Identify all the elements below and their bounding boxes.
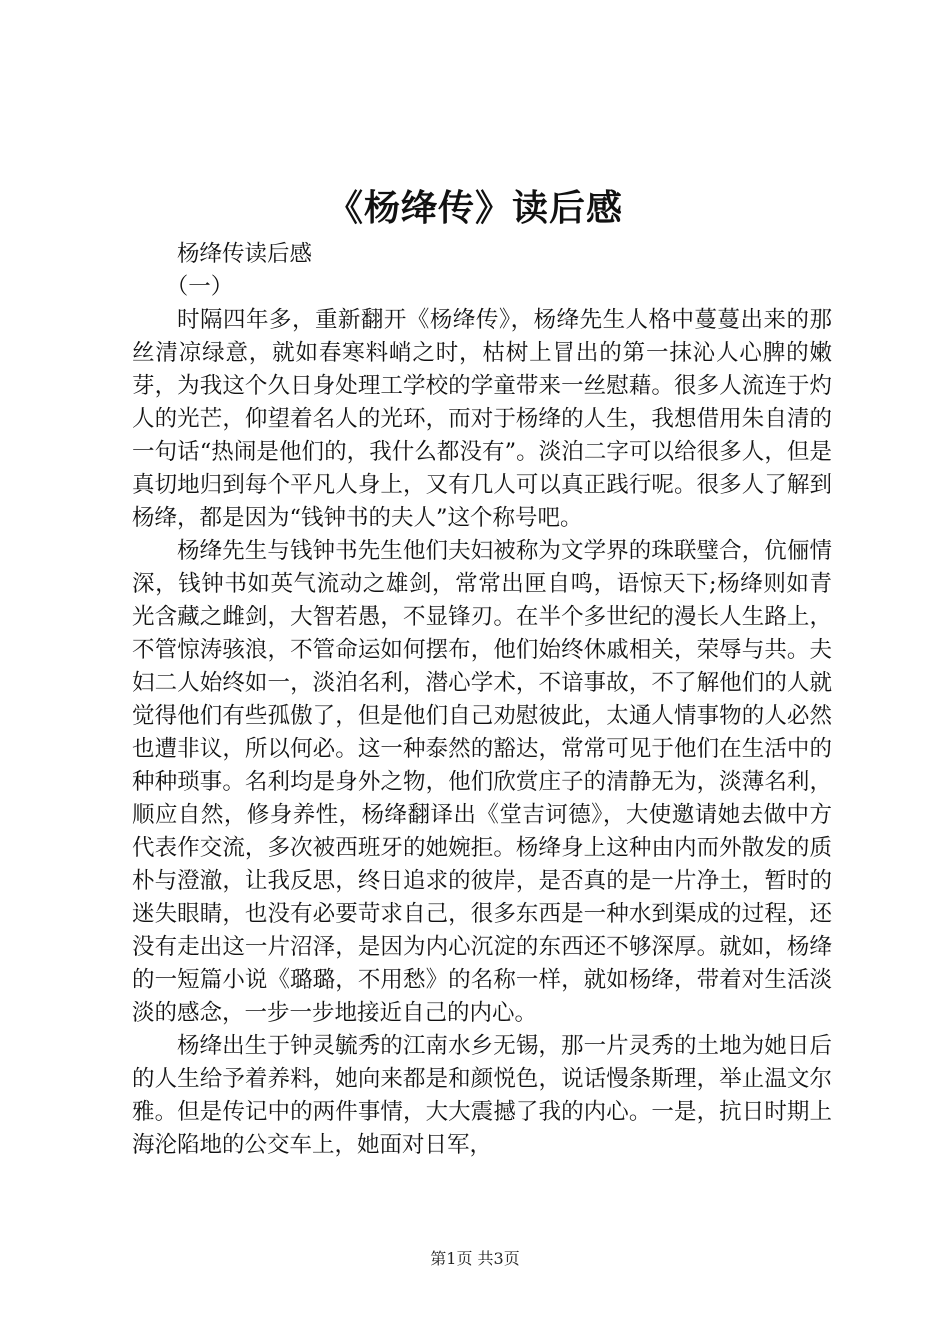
paragraph: 时隔四年多，重新翻开《杨绛传》，杨绛先生人格中蔓蔓出来的那丝清凉绿意，就如春寒料峭之时，枯树上冒出的第一抹沁人心脾的嫩芽，为我这个久日身处理工学校的学童带来一丝慰藉。很多人流连于灼人的光芒，仰望着名人的光环，而对于杨绛的人生，我想借用朱自清的一句话“热闹是他们的，我什么都没有”。淡泊二字可以给很多人，但是真切地归到每个平凡人身上，又有几人可以真正践行呢。很多人了解到杨绛，都是因为“钱钟书的夫人”这个称号吧。 [132,307,832,531]
document-body [132,238,832,1162]
paragraph: 杨绛先生与钱钟书先生他们夫妇被称为文学界的珠联璧合，伉俪情深，钱钟书如英气流动之雄剑，常常出匣自鸣，语惊天下;杨绛则如青光含藏之雌剑，大智若愚，不显锋刃。在半个多世纪的漫长人生路上，不管惊涛骇浪，不管命运如何摆布，他们始终休戚相关，荣辱与共。夫妇二人始终如一，淡泊名利，潜心学术，不谙事故，不了解他们的人就觉得他们有些孤傲了，但是他们自己劝慰彼此，太通人情事物的人必然也遭非议，所以何必。这一种泰然的豁达，常常可见于他们在生活中的种种琐事。名利均是身外之物，他们欣赏庄子的清静无为，淡薄名利，顺应自然，修身养性，杨绛翻译出《堂吉诃德》，大使邀请她去做中方代表作交流，多次被西班牙的她婉拒。杨绛身上这种由内而外散发的质朴与澄澈，让我反思，终日追求的彼岸，是否真的是一片净土，暂时的迷失眼睛，也没有必要苛求自己，很多东西是一种水到渠成的过程，还没有走出这一片沼泽，是因为内心沉淀的东西还不够深厚。就如，杨绛的一短篇小说《璐璐，不用愁》的名称一样，就如杨绛，带着对生活淡淡的感念，一步一步地接近自己的内心。 [132,538,832,1026]
page-footer: 第1页 共3页 [430,1249,520,1268]
paragraph: 杨绛出生于钟灵毓秀的江南水乡无锡，那一片灵秀的土地为她日后的人生给予着养料，她向来都是和颜悦色，说话慢条斯理，举止温文尔雅。但是传记中的两件事情，大大震撼了我的内心。一是，抗日时期上海沦陷地的公交车上，她面对日军， [132,1033,832,1158]
document-subtitle: 杨绛传读后感 [177,241,313,267]
section-marker: （一） [165,274,234,300]
document-title: 《杨绛传》读后感 [326,187,623,229]
